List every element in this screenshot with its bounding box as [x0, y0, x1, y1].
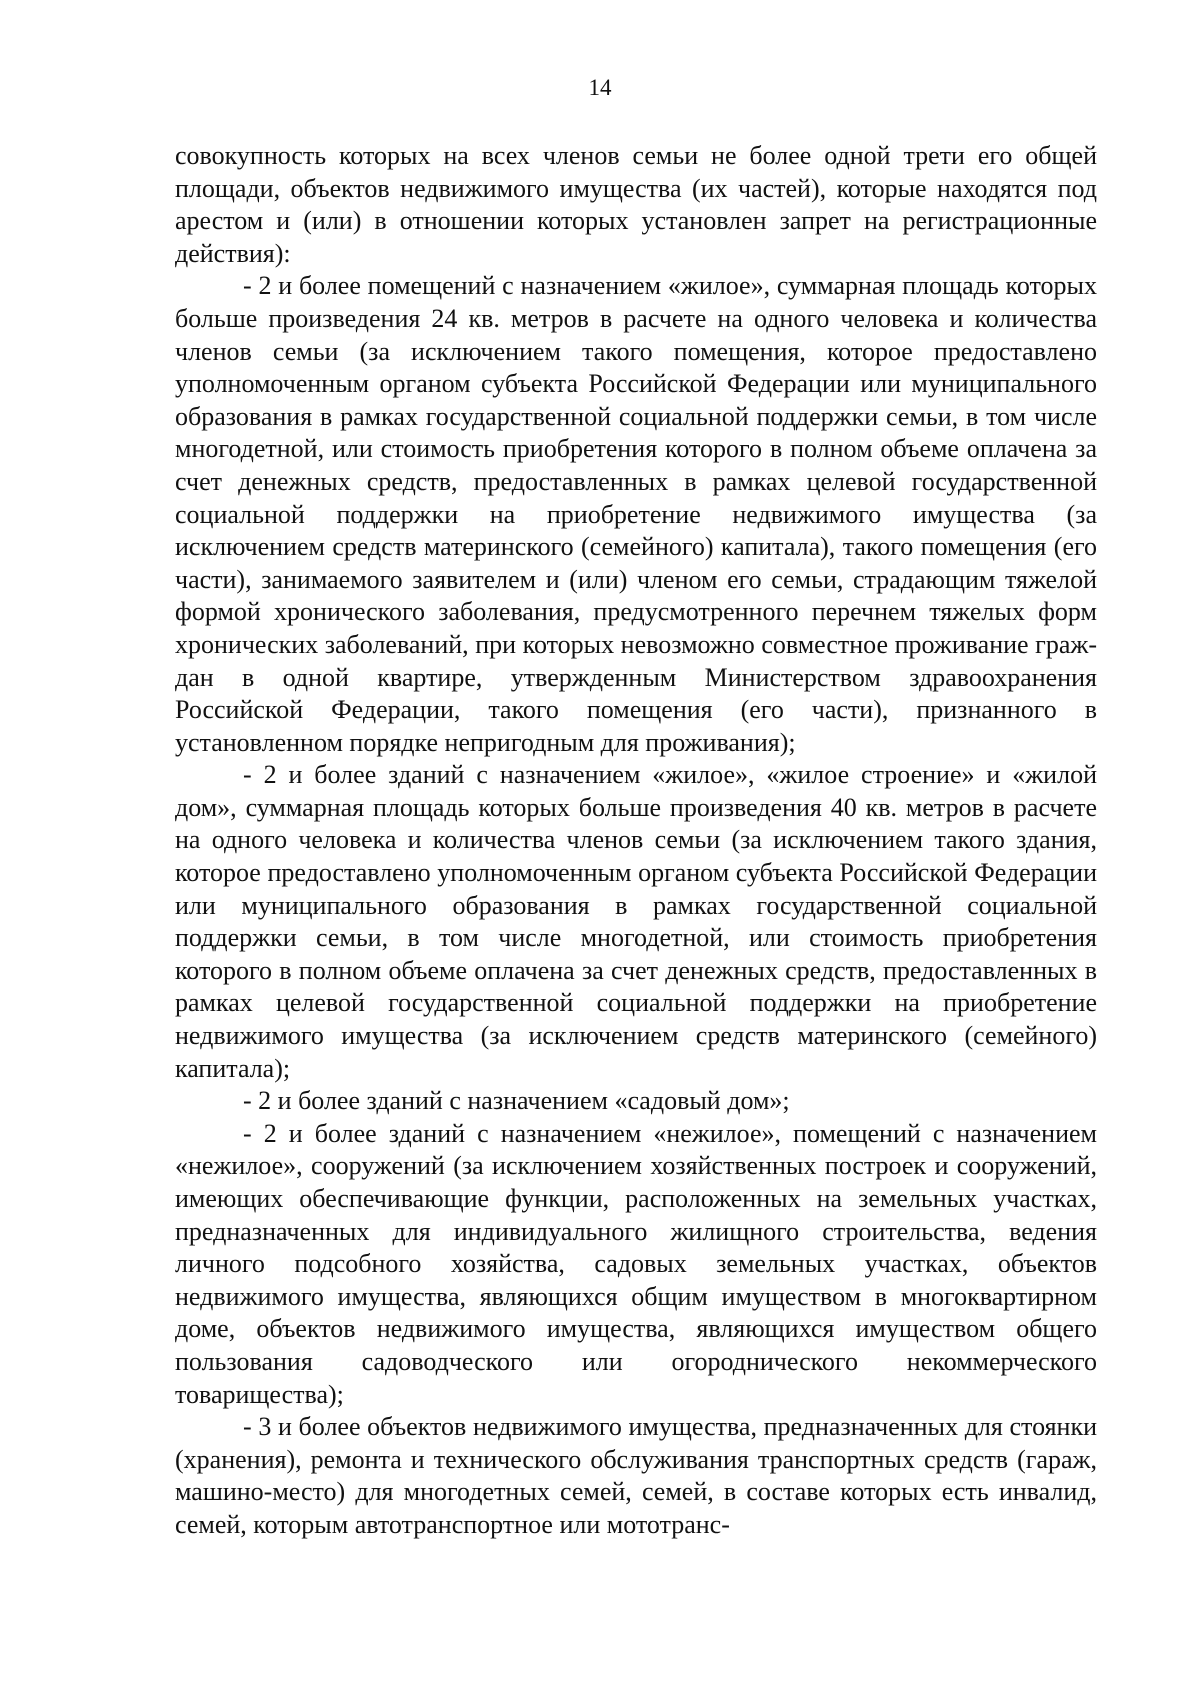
page-number: 14: [588, 75, 612, 100]
paragraph-parking-objects: - 3 и более объектов недвижимого имущества, предназначенных для стоянки (хранения), ремонта и технического обслуживания транспортных средств (гараж, машино-место) для многодетных семей, семей, в составе которых есть инвалид, семей, которым автотранспортное или мототранс-: [175, 1412, 1097, 1539]
document-body: [175, 140, 1097, 1542]
paragraph-residential-buildings: - 2 и более зданий с назначением «жилое», «жилое строение» и «жилой дом», суммарная площадь которых больше произведения 40 кв. метров в расчете на одного человека и количества членов семьи (за исключением такого здания, которое предоставлено уполномоченным органом субъекта Российской Федерации или муниципального образования в рамках государственной социальной поддержки семьи, в том числе многодетной, или стоимость приобретения которого в полном объеме оплачена за счет денежных средств, предоставленных в рамках целевой государственной социальной поддержки на приобретение недвижимого имущества (за исключением средств материнского (семейного) капитала);: [175, 760, 1097, 1083]
paragraph-residential-premises: - 2 и более помещений с назначением «жилое», суммарная площадь которых больше произведения 24 кв. метров в расчете на одного человека и количества членов семьи (за исключением такого помещения, которое предоставлено уполномоченным органом субъекта Российской Федерации или муниципального образования в рамках государственной социальной поддержки семьи, в том числе многодетной, или стоимость приобретения которого в полном объеме оплачена за счет денежных средств, предоставленных в рамках целевой государственной социальной поддержки на приобретение недвижимого имущества (за исключением средств материнского (семейного) капитала), такого помещения (его части), занимаемого заявителем и (или) членом его семьи, страдающим тяжелой формой хронического заболевания, предусмотренного перечнем тяжелых форм хронических заболеваний, при которых невозможно совместное проживание граждан в одной квартире, утвержденным Министерством здравоохранения Российской Федерации, такого помещения (его части), признанного в установленном порядке непригодным для проживания);: [175, 271, 1097, 757]
paragraph-garden-houses: - 2 и более зданий с назначением «садовый дом»;: [243, 1086, 790, 1116]
paragraph-nonresidential: - 2 и более зданий с назначением «нежилое», помещений с назначением «нежилое», сооружений (за исключением хозяйственных построек и сооружений, имеющих обеспечивающие функции, расположенных на земельных участках, предназначенных для индивидуального жилищного строительства, ведения личного подсобного хозяйства, садовых земельных участках, объектов недвижимого имущества, являющихся общим имуществом в многоквартирном доме, объектов недвижимого имущества, являющихся имуществом общего пользования садоводческого или огороднического некоммерческого товарищества);: [175, 1118, 1097, 1409]
paragraph-continuation: совокупность которых на всех членов семьи не более одной трети его общей площади, объектов недвижимого имущества (их частей), которые находятся под арестом и (или) в отношении которых установлен запрет на регистрационные действия):: [175, 141, 1097, 268]
